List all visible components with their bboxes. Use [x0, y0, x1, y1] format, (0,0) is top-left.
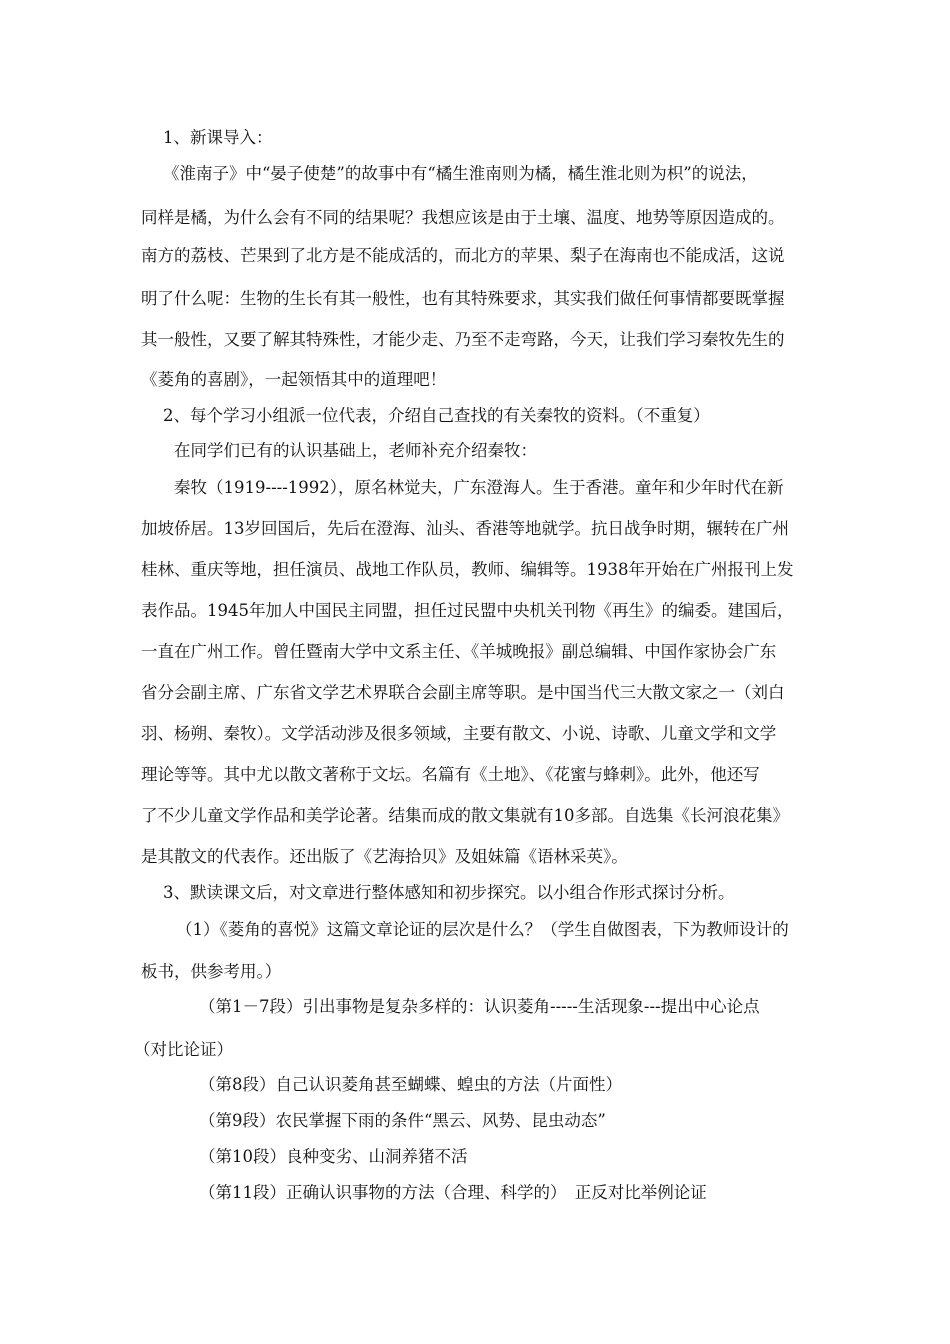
- paragraph-line: 加坡侨居。13岁回国后，先后在澄海、汕头、香港等地就学。抗日战争时期，辗转在广州: [141, 519, 789, 538]
- paragraph-line: 其一般性，又要了解其特殊性，才能少走、乃至不走弯路，今天，让我们学习秦牧先生的: [141, 330, 785, 349]
- heading-group-representatives: 2、每个学习小组派一位代表，介绍自己查找的有关秦牧的资料。（不重复）: [163, 406, 710, 425]
- paragraph-line: 一直在广州工作。曾任暨南大学中文系主任、《羊城晚报》副总编辑、中国作家协会广东: [141, 642, 777, 661]
- paragraph-line: 板书，供参考用。）: [141, 962, 282, 981]
- paragraph-line: 同样是橘，为什么会有不同的结果呢？我想应该是由于土壤、温度、地势等原因造成的。: [141, 208, 785, 227]
- outline-item: （第9段）农民掌握下雨的条件“黑云、风势、昆虫动态”: [199, 1111, 606, 1130]
- paragraph-line: 《淮南子》中“晏子使楚”的故事中有“橘生淮南则为橘，橘生淮北则为枳”的说法，: [163, 164, 758, 183]
- paragraph-line: 南方的荔枝、芒果到了北方是不能成活的，而北方的苹果、梨子在海南也不能成活，这说: [141, 246, 785, 265]
- paragraph-line: 桂林、重庆等地，担任演员、战地工作队员，教师、编辑等。1938年开始在广州报刊上发: [141, 560, 794, 579]
- outline-item: （第11段）正确认识事物的方法（合理、科学的） 正反对比举例论证: [199, 1183, 707, 1202]
- paragraph-line: 《菱角的喜剧》，一起领悟其中的道理吧！: [141, 370, 447, 389]
- paragraph-line: 秦牧（1919----1992），原名林觉夫，广东澄海人。生于香港。童年和少年时代在新: [174, 478, 784, 497]
- outline-item: （第10段）良种变劣、山洞养猪不活: [199, 1147, 468, 1166]
- outline-item: （对比论证）: [134, 1040, 233, 1059]
- paragraph-line: 在同学们已有的认识基础上，老师补充介绍秦牧：: [174, 441, 537, 460]
- paragraph-line: （1）《菱角的喜悦》这篇文章论证的层次是什么？（学生自做图表，下为教师设计的: [176, 920, 789, 939]
- paragraph-line: 省分会副主席、广东省文学艺术界联合会副主席等职。是中国当代三大散文家之一（刘白: [141, 683, 785, 702]
- paragraph-line: 理论等等。其中尤以散文著称于文坛。名篇有《土地》、《花蜜与蜂刺》。此外，他还写: [141, 765, 760, 784]
- paragraph-line: 了不少儿童文学作品和美学论著。结集而成的散文集就有10多部。自选集《长河浪花集》: [141, 806, 789, 825]
- paragraph-line: 是其散文的代表作。还出版了《艺海拾贝》及姐妹篇《语林采英》。: [141, 847, 628, 866]
- outline-item: （第8段）自己认识菱角甚至蝴蝶、蝗虫的方法（片面性）: [199, 1075, 622, 1094]
- paragraph-line: 羽、杨朔、秦牧）。文学活动涉及很多领域，主要有散文、小说、诗歌、儿童文学和文学: [141, 724, 777, 743]
- paragraph-line: 明了什么呢：生物的生长有其一般性，也有其特殊要求，其实我们做任何事情都要既掌握: [141, 289, 785, 308]
- heading-new-lesson-intro: 1、新课导入：: [163, 128, 273, 147]
- outline-item: （第1－7段）引出事物是复杂多样的：认识菱角-----生活现象---提出中心论点: [199, 997, 760, 1016]
- paragraph-line: 表作品。1945年加人中国民主同盟，担任过民盟中央机关刊物《再生》的编委。建国后，: [141, 601, 794, 620]
- heading-silent-reading: 3、默读课文后，对文章进行整体感知和初步探究。以小组合作形式探讨分析。: [163, 883, 735, 902]
